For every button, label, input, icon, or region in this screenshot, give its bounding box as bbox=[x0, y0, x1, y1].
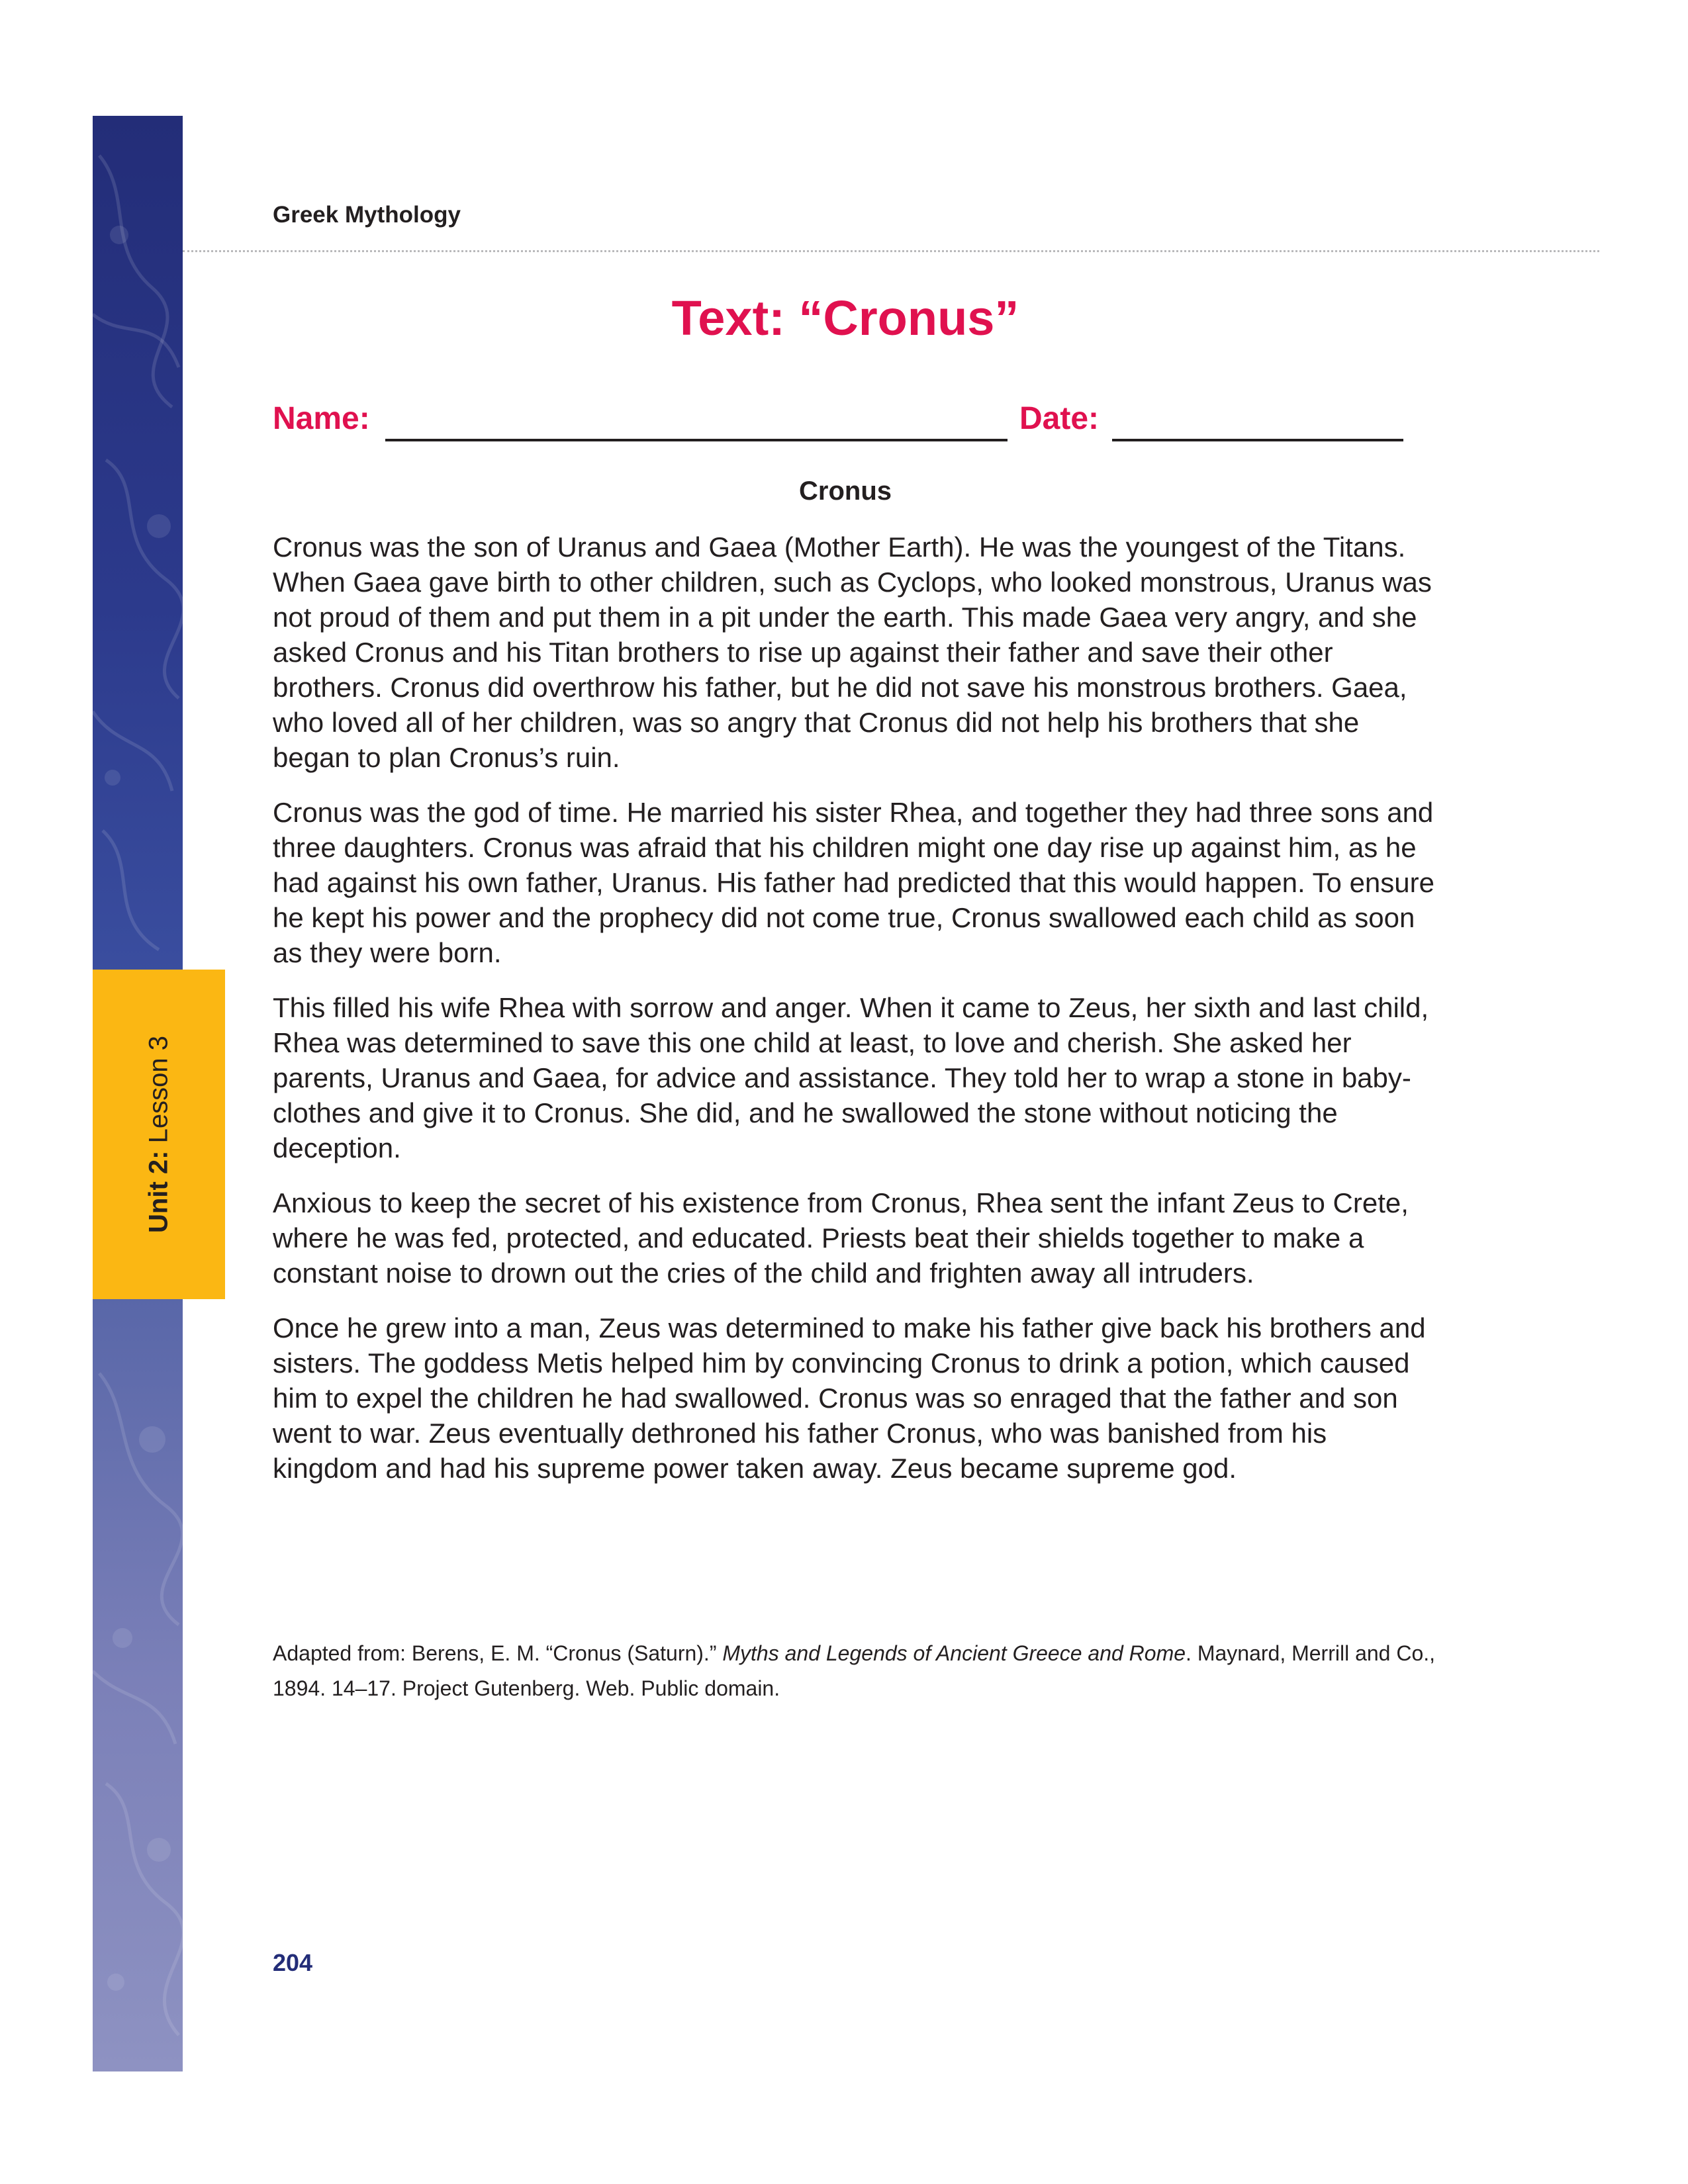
story-paragraph: Once he grew into a man, Zeus was determined to make his father give back his brothers and sisters. The goddess Metis helped him by convincing Cronus to drink a potion, which caused him to expel the children he had swallowed. Cronus was so enraged that the father and son went to war. Zeus eventually dethroned his father Cronus, who was banished from his kingdom and had his supreme power taken away. Zeus became supreme god. bbox=[273, 1312, 1426, 1484]
story-paragraph: Anxious to keep the secret of his existence from Cronus, Rhea sent the infant Zeus to Crete, where he was fed, protected, and educated. Priests beat their shields together to make a constant noise to drown out the cries of the child and frighten away all intruders. bbox=[273, 1187, 1409, 1289]
lesson-label: Lesson 3 bbox=[144, 1036, 173, 1144]
story-paragraph: Cronus was the son of Uranus and Gaea (Mother Earth). He was the youngest of the Titans. When Gaea gave birth to other children, such as Cyclops, who looked monstrous, Uranus was not proud of them and put them in a pit under the earth. This made Gaea very angry, and she asked Cronus and his Titan brothers to rise up against their father and save their other brothers. Cronus did overthrow his father, but he did not save his monstrous brothers. Gaea, who loved all of her children, was so angry that Cronus did not help his brothers that she began to plan Cronus’s ruin. bbox=[273, 531, 1432, 773]
header-divider bbox=[183, 250, 1599, 252]
source-citation bbox=[273, 1636, 1458, 1706]
name-label: Name: bbox=[273, 401, 370, 436]
story-paragraph: This filled his wife Rhea with sorrow and anger. When it came to Zeus, her sixth and last child, Rhea was determined to save this one child at least, to love and cherish. She asked her parents, Uranus and Gaea, for advice and assistance. They told her to wrap a stone in baby-clothes and give it to Cronus. She did, and he swallowed the stone without noticing the deception. bbox=[273, 992, 1429, 1163]
date-label: Date: bbox=[1019, 401, 1100, 436]
unit-lesson-tab bbox=[93, 970, 225, 1299]
page-number: 204 bbox=[273, 1949, 313, 1976]
story-body bbox=[273, 529, 1438, 1506]
story-title: Cronus bbox=[799, 477, 892, 506]
citation-prefix: Adapted from: Berens, E. M. “Cronus (Saturn).” bbox=[273, 1641, 723, 1665]
date-field[interactable] bbox=[1112, 439, 1403, 441]
unit-label: Unit 2: bbox=[144, 1150, 173, 1233]
running-head: Greek Mythology bbox=[273, 202, 461, 228]
citation-suffix: . Maynard, Merrill and Co., 1894. 14–17. Project Gutenberg. Web. Public domain. bbox=[273, 1641, 1436, 1700]
name-field[interactable] bbox=[385, 439, 1008, 441]
unit-lesson-label bbox=[144, 1036, 174, 1233]
story-paragraph: Cronus was the god of time. He married his sister Rhea, and together they had three sons and three daughters. Cronus was afraid that his children might one day rise up against him, as he had against his own father, Uranus. His father had predicted that this would happen. To ensure he kept his power and the prophecy did not come true, Cronus swallowed each child as soon as they were born. bbox=[273, 797, 1434, 968]
citation-book-title: Myths and Legends of Ancient Greece and Rome bbox=[722, 1641, 1186, 1665]
page-title: Text: “Cronus” bbox=[671, 291, 1019, 345]
name-date-form bbox=[273, 400, 1438, 447]
